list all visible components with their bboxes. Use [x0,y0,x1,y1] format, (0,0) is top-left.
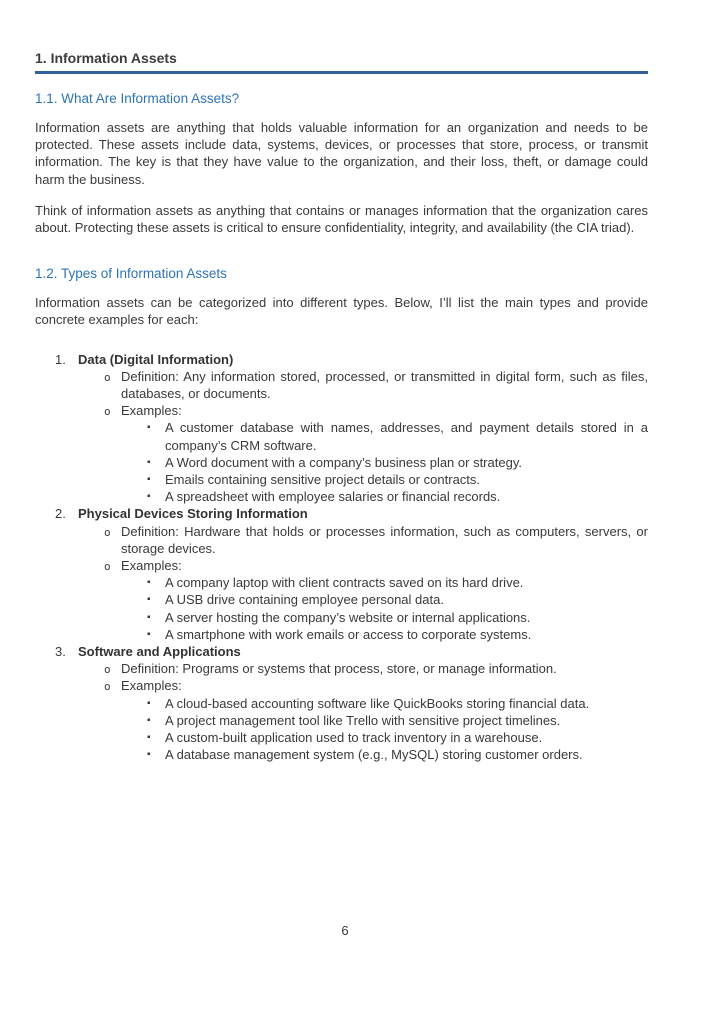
section-heading-1-1: 1.1. What Are Information Assets? [35,91,240,106]
example-row [35,488,648,505]
page-number: 6 [341,923,349,938]
example-row [35,626,648,643]
level2-bullet: o [104,680,111,694]
paragraph: Information assets can be categorized into different types. Below, I’ll list the main types and provide concrete examples for each: [35,295,648,328]
examples-row [35,557,648,574]
page-title: 1. Information Assets [35,50,648,74]
example-text: A database management system (e.g., MySQL) storing customer orders. [165,747,583,763]
example-text: A Word document with a company’s business plan or strategy. [165,454,522,470]
list-item-number: 2. [55,506,66,522]
list-item-title: Software and Applications [78,644,241,660]
examples-label: Examples: [121,403,182,419]
level2-bullet: o [104,525,111,539]
example-text: A server hosting the company’s website or internal applications. [165,609,531,625]
example-text: A project management tool like Trello with sensitive project timelines. [165,712,561,728]
list-item [35,351,648,368]
examples-label: Examples: [121,558,182,574]
definition-row [35,660,648,677]
example-row [35,746,648,763]
level3-bullet: ▪ [147,714,151,726]
paragraph: Information assets are anything that holds valuable information for an organization and needs to be protected. These assets include data, systems, devices, or processes that store, process, or transmit information. The key is that they have value to the organization, and their loss, theft, or damage could harm the business. [35,120,648,187]
definition-text: Definition: Any information stored, processed, or transmitted in digital form, such as files, databases, or documents. [121,368,648,402]
example-text: A smartphone with work emails or access to corporate systems. [165,626,532,642]
level2-bullet: o [104,560,111,574]
definition-text: Definition: Programs or systems that process, store, or manage information. [121,661,557,677]
example-row [35,712,648,729]
definition-text: Definition: Hardware that holds or processes information, such as computers, servers, or storage devices. [121,523,648,556]
definition-row [35,523,648,557]
examples-row [35,677,648,694]
example-row [35,419,648,453]
list-item-title: Data (Digital Information) [78,351,234,367]
example-text: A cloud-based accounting software like QuickBooks storing financial data. [165,695,590,711]
level3-bullet: ▪ [147,611,151,623]
example-row [35,471,648,488]
list-item-title: Physical Devices Storing Information [78,506,308,522]
level2-bullet: o [104,370,111,384]
example-row [35,695,648,712]
section-heading-1-2: 1.2. Types of Information Assets [35,266,227,282]
level3-bullet: ▪ [147,491,151,503]
level3-bullet: ▪ [147,697,151,709]
level2-bullet: o [104,405,111,419]
definition-row [35,368,648,402]
level3-bullet: ▪ [147,594,151,606]
example-text: A customer database with names, addresses, and payment details stored in a company’s CRM software. [165,420,648,453]
list-item-number: 1. [55,351,66,367]
page-content [35,50,648,764]
example-row [35,591,648,608]
example-row [35,574,648,591]
example-text: A company laptop with client contracts saved on its hard drive. [165,575,524,591]
level3-bullet: ▪ [147,732,151,744]
level3-bullet: ▪ [147,749,151,761]
level3-bullet: ▪ [147,456,151,468]
example-text: Emails containing sensitive project details or contracts. [165,472,481,488]
list-item [35,505,648,522]
example-text: A custom-built application used to track inventory in a warehouse. [165,730,543,746]
level3-bullet: ▪ [147,422,151,434]
example-text: A spreadsheet with employee salaries or financial records. [165,489,501,505]
example-row [35,729,648,746]
examples-row [35,402,648,419]
level3-bullet: ▪ [147,474,151,486]
types-list [35,351,648,764]
examples-label: Examples: [121,678,182,694]
level2-bullet: o [104,663,111,677]
list-item [35,643,648,660]
level3-bullet: ▪ [147,577,151,589]
list-item-number: 3. [55,644,66,660]
example-row [35,454,648,471]
example-text: A USB drive containing employee personal data. [165,592,444,608]
level3-bullet: ▪ [147,628,151,640]
paragraph: Think of information assets as anything that contains or manages information that the organization cares about. Protecting these assets is critical to ensure confidentiality, integrity, and availability (the CIA triad). [35,202,648,236]
example-row [35,609,648,626]
